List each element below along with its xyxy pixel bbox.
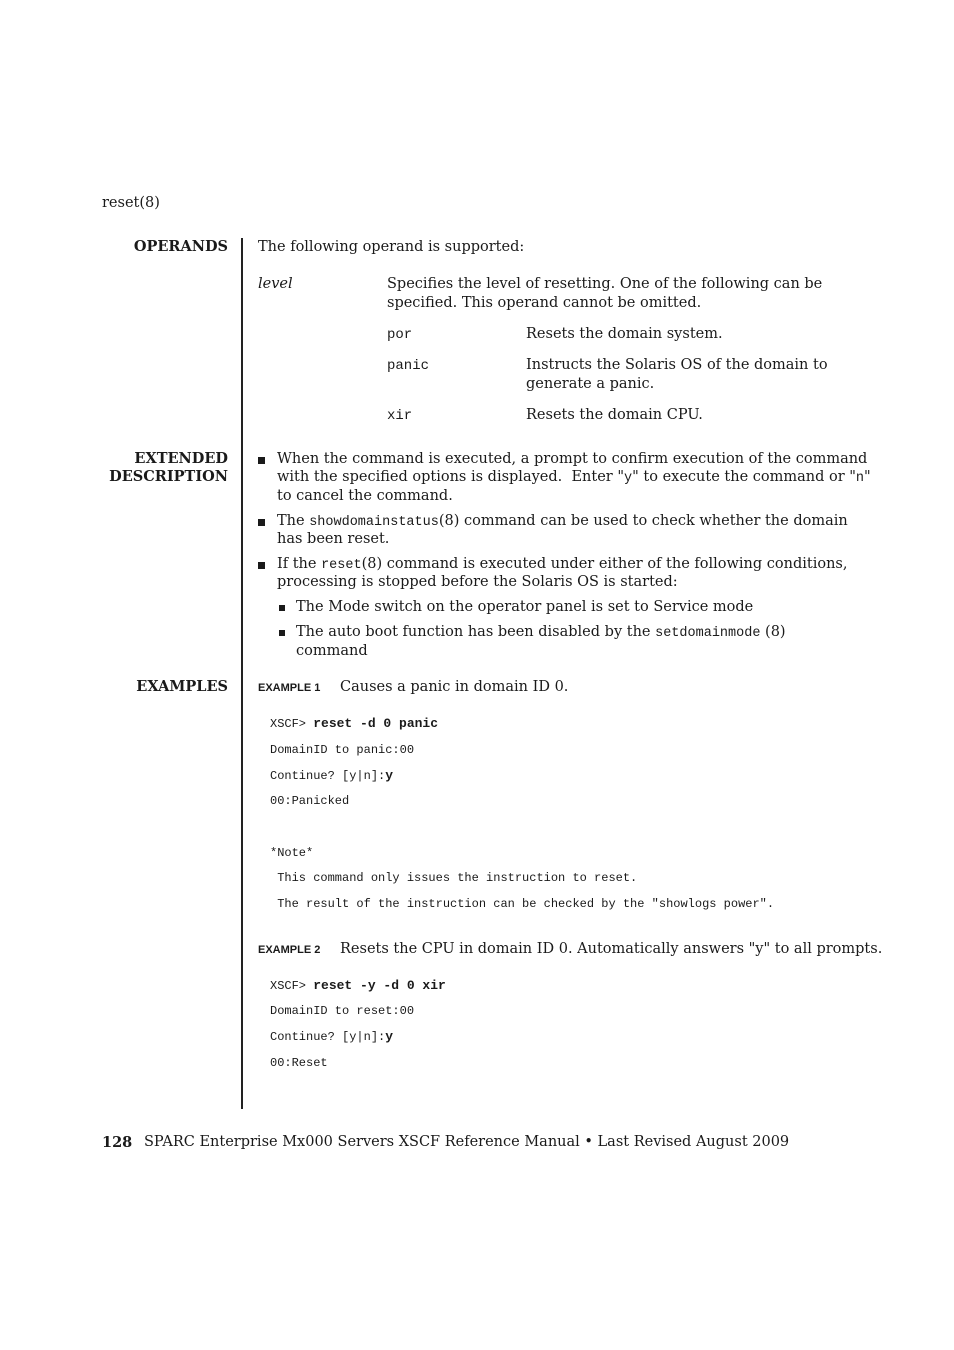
page-number: 128 [102,1134,133,1151]
example-1-note-line-1: This command only issues the instruction to reset. [270,871,638,885]
example-1-output-1: DomainID to panic:00 [270,743,415,757]
example-2-output-2: Continue? [y|n]:y [270,1029,394,1044]
bullet-3-line-2: processing is stopped before the Solaris OS is started: [277,574,678,590]
sub-bullet-icon [279,605,285,611]
value-name-por: por [387,327,413,343]
extended-heading-line-2: DESCRIPTION [109,468,228,485]
sub-bullet-2-line-1: The auto boot function has been disabled by the setdomainmode (8) [296,624,786,641]
example-1-output-3: 00:Panicked [270,794,350,808]
operands-intro: The following operand is supported: [258,239,525,255]
footer-title: SPARC Enterprise Mx000 Servers XSCF Reference Manual • Last Revised August 2009 [144,1134,790,1150]
example-1-note-line-2: The result of the instruction can be checked by the "showlogs power". [270,897,775,911]
bullet-2-line-1: The showdomainstatus(8) command can be used to check whether the domain [277,513,848,530]
bullet-1-line-3: to cancel the command. [277,488,453,504]
example-1-output-2: Continue? [y|n]:y [270,768,394,783]
example-1-title: Causes a panic in domain ID 0. [340,679,569,695]
operand-desc-line-1: Specifies the level of resetting. One of the following can be [387,276,823,292]
example-2-output-1: DomainID to reset:00 [270,1004,415,1018]
example-2-title: Resets the CPU in domain ID 0. Automatically answers "y" to all prompts. [340,941,883,957]
value-desc-por: Resets the domain system. [526,326,723,342]
example-1-note-title: *Note* [270,846,314,860]
value-desc-panic-line-2: generate a panic. [526,376,655,392]
bullet-3-line-1: If the reset(8) command is executed under either of the following conditions, [277,556,848,573]
example-2-command: XSCF> reset -y -d 0 xir [270,978,446,993]
bullet-icon [258,562,265,569]
example-1-command: XSCF> reset -d 0 panic [270,716,439,731]
example-2-output-3: 00:Reset [270,1056,328,1070]
bullet-2-line-2: has been reset. [277,531,390,547]
sub-bullet-2-line-2: command [296,643,368,659]
value-name-panic: panic [387,358,430,374]
examples-heading: EXAMPLES [136,678,228,695]
value-desc-xir: Resets the domain CPU. [526,407,703,423]
bullet-icon [258,457,265,464]
section-divider-rule [241,238,243,1109]
example-1-label: EXAMPLE 1 [258,682,321,694]
value-name-xir: xir [387,408,413,424]
bullet-icon [258,519,265,526]
bullet-1-line-1: When the command is executed, a prompt to confirm execution of the command [277,451,868,467]
sub-bullet-icon [279,630,285,636]
operand-term-level: level [258,276,293,292]
example-2-label: EXAMPLE 2 [258,944,321,956]
extended-heading-line-1: EXTENDED [134,450,228,467]
operand-desc-line-2: specified. This operand cannot be omitted. [387,295,702,311]
operands-heading: OPERANDS [133,238,228,255]
bullet-1-line-2: with the specified options is displayed. Enter "y" to execute the command or "n" [277,469,871,486]
running-header: reset(8) [102,195,160,211]
sub-bullet-1: The Mode switch on the operator panel is set to Service mode [296,599,754,615]
value-desc-panic-line-1: Instructs the Solaris OS of the domain to [526,357,828,373]
